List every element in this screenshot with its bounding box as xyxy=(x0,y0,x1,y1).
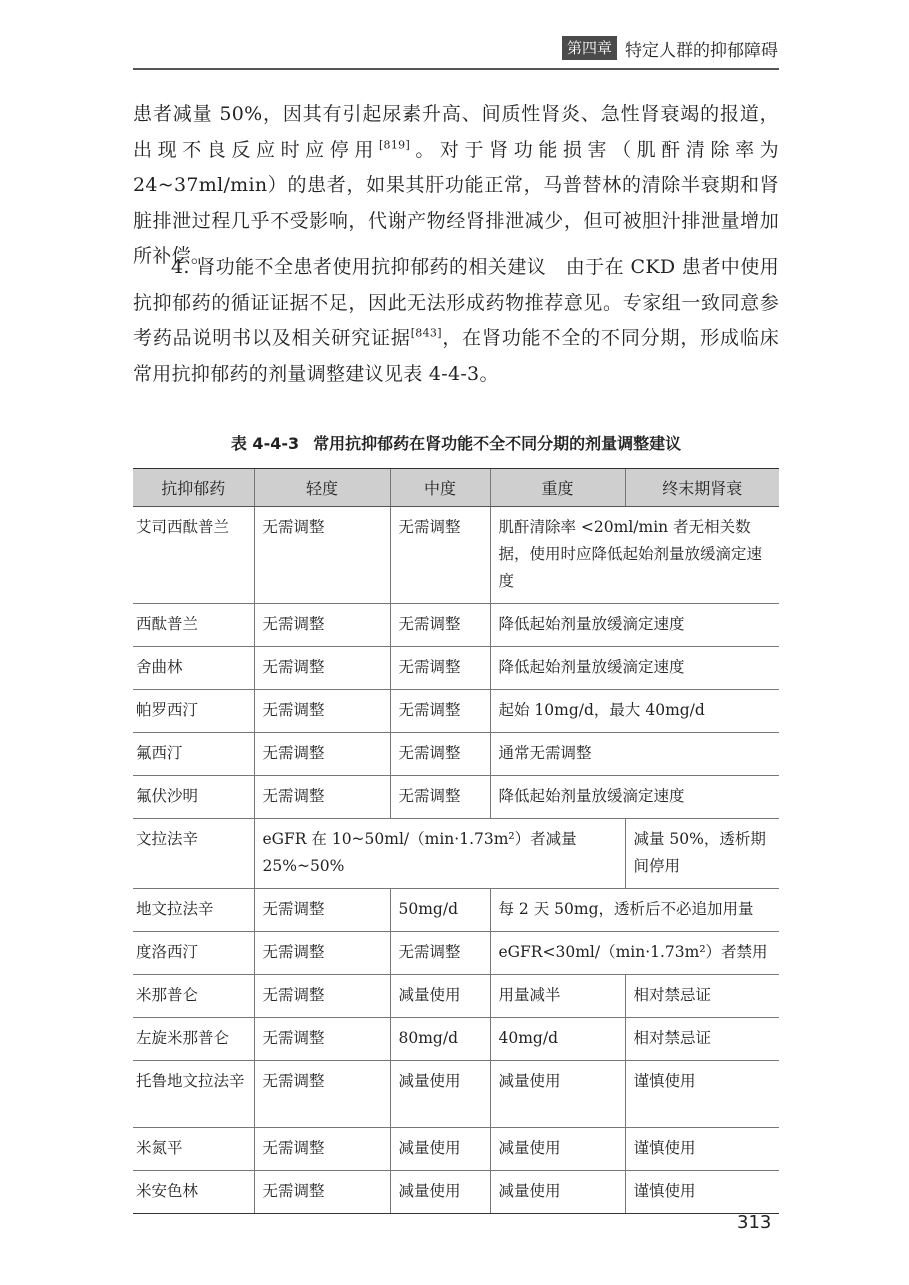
citation-843: [843] xyxy=(410,326,442,340)
esrd-cell: 相对禁忌证 xyxy=(625,1018,779,1061)
header-mild: 轻度 xyxy=(254,469,390,507)
moderate-cell: 80mg/d xyxy=(390,1018,490,1061)
table-row xyxy=(133,1018,779,1061)
moderate-cell: 无需调整 xyxy=(390,932,490,975)
esrd-cell: 谨慎使用 xyxy=(625,1171,779,1214)
table-row xyxy=(133,1128,779,1171)
severe-cell: 减量使用 xyxy=(490,1171,625,1214)
drug-name: 艾司西酞普兰 xyxy=(133,507,254,604)
mild-cell: 无需调整 xyxy=(254,932,390,975)
table-row xyxy=(133,975,779,1018)
moderate-cell: 无需调整 xyxy=(390,776,490,819)
paragraph-2-text-b: ，在肾功能不全的不同分期，形成临床常用抗抑郁药的剂量调整建议见表 4-4-3。 xyxy=(133,327,779,385)
table-caption-title: 常用抗抑郁药在肾功能不全不同分期的剂量调整建议 xyxy=(313,434,682,453)
paragraph-2-text-a: 由于在 CKD 患者中使用抗抑郁药的循证证据不足，因此无法形成药物推荐意见。专家组一致同意参考药品说明书以及相关研究证据 xyxy=(133,256,779,349)
header-rule xyxy=(133,68,779,70)
table-row xyxy=(133,690,779,733)
severe-esrd-cell: 每 2 天 50mg，透析后不必追加用量 xyxy=(490,889,779,932)
mild-cell: 无需调整 xyxy=(254,507,390,604)
moderate-cell: 50mg/d xyxy=(390,889,490,932)
table-row xyxy=(133,889,779,932)
mild-cell: 无需调整 xyxy=(254,604,390,647)
table-row xyxy=(133,819,779,889)
esrd-cell: 谨慎使用 xyxy=(625,1128,779,1171)
chapter-tag: 第四章 xyxy=(562,36,617,60)
mild-cell: 无需调整 xyxy=(254,889,390,932)
moderate-cell: 无需调整 xyxy=(390,647,490,690)
paragraph-1 xyxy=(133,97,779,275)
severe-cell: 40mg/d xyxy=(490,1018,625,1061)
mild-cell: 无需调整 xyxy=(254,733,390,776)
table-row xyxy=(133,776,779,819)
severe-esrd-cell: 起始 10mg/d，最大 40mg/d xyxy=(490,690,779,733)
moderate-cell: 无需调整 xyxy=(390,507,490,604)
drug-name: 西酞普兰 xyxy=(133,604,254,647)
section-heading: 4. 肾功能不全患者使用抗抑郁药的相关建议 xyxy=(171,256,547,278)
moderate-cell: 无需调整 xyxy=(390,690,490,733)
moderate-cell: 无需调整 xyxy=(390,733,490,776)
table-caption xyxy=(133,431,779,454)
severe-cell: 减量使用 xyxy=(490,1061,625,1128)
drug-name: 氟西汀 xyxy=(133,733,254,776)
drug-name: 米安色林 xyxy=(133,1171,254,1214)
severe-cell: 用量减半 xyxy=(490,975,625,1018)
severe-esrd-cell: 降低起始剂量放缓滴定速度 xyxy=(490,604,779,647)
moderate-cell: 无需调整 xyxy=(390,604,490,647)
mild-cell: 无需调整 xyxy=(254,1128,390,1171)
severe-esrd-cell: 肌酐清除率 <20ml/min 者无相关数据，使用时应降低起始剂量放缓滴定速度 xyxy=(490,507,779,604)
dose-adjustment-table xyxy=(133,468,779,1214)
moderate-cell: 减量使用 xyxy=(390,975,490,1018)
chapter-title: 特定人群的抑郁障碍 xyxy=(625,40,778,61)
esrd-cell: 谨慎使用 xyxy=(625,1061,779,1128)
citation-819: [819] xyxy=(378,138,411,152)
drug-name: 度洛西汀 xyxy=(133,932,254,975)
moderate-cell: 减量使用 xyxy=(390,1171,490,1214)
drug-name: 文拉法辛 xyxy=(133,819,254,889)
mild-cell: 无需调整 xyxy=(254,1061,390,1128)
drug-name: 米那普仑 xyxy=(133,975,254,1018)
table-row xyxy=(133,932,779,975)
drug-name: 托鲁地文拉法辛 xyxy=(133,1061,254,1128)
header-moderate: 中度 xyxy=(390,469,490,507)
mild-cell: 无需调整 xyxy=(254,776,390,819)
mild-cell: 无需调整 xyxy=(254,690,390,733)
drug-name: 舍曲林 xyxy=(133,647,254,690)
drug-name: 地文拉法辛 xyxy=(133,889,254,932)
table-caption-number: 表 4-4-3 xyxy=(230,434,300,453)
severe-cell: 减量使用 xyxy=(490,1128,625,1171)
esrd-cell: 相对禁忌证 xyxy=(625,975,779,1018)
moderate-cell: 减量使用 xyxy=(390,1061,490,1128)
mild-cell: 无需调整 xyxy=(254,647,390,690)
table-row xyxy=(133,1061,779,1128)
drug-name: 米氮平 xyxy=(133,1128,254,1171)
mild-cell: 无需调整 xyxy=(254,1171,390,1214)
page-number: 313 xyxy=(737,1212,772,1233)
paragraph-1-text-b: 。对于肾功能损害（肌酐清除率为 24~37ml/min）的患者，如果其肝功能正常，马普替林的清除半衰期和肾脏排泄过程几乎不受影响，代谢产物经肾排泄减少，但可被胆汁排泄量增加所补偿。 xyxy=(133,138,779,267)
drug-name: 帕罗西汀 xyxy=(133,690,254,733)
severe-esrd-cell: 降低起始剂量放缓滴定速度 xyxy=(490,776,779,819)
header-drug: 抗抑郁药 xyxy=(133,469,254,507)
moderate-cell: 减量使用 xyxy=(390,1128,490,1171)
table-row xyxy=(133,507,779,604)
header-esrd: 终末期肾衰 xyxy=(625,469,779,507)
table-header-row xyxy=(133,469,779,507)
table-row xyxy=(133,733,779,776)
header-severe: 重度 xyxy=(490,469,625,507)
drug-name: 氟伏沙明 xyxy=(133,776,254,819)
table-row xyxy=(133,647,779,690)
paragraph-2 xyxy=(133,250,779,392)
mild-cell: 无需调整 xyxy=(254,1018,390,1061)
paragraph-1-text-a: 患者减量 50%，因其有引起尿素升高、间质性肾炎、急性肾衰竭的报道，出现不良反应时应停用 xyxy=(133,103,779,161)
drug-name: 左旋米那普仑 xyxy=(133,1018,254,1061)
severe-esrd-cell: eGFR<30ml/（min·1.73m²）者禁用 xyxy=(490,932,779,975)
esrd-cell: 减量 50%，透析期间停用 xyxy=(625,819,779,889)
severe-esrd-cell: 通常无需调整 xyxy=(490,733,779,776)
table-row xyxy=(133,604,779,647)
mild-cell: 无需调整 xyxy=(254,975,390,1018)
mild-to-severe-cell: eGFR 在 10~50ml/（min·1.73m²）者减量 25%~50% xyxy=(254,819,625,889)
running-header xyxy=(562,34,778,62)
severe-esrd-cell: 降低起始剂量放缓滴定速度 xyxy=(490,647,779,690)
table-row xyxy=(133,1171,779,1214)
